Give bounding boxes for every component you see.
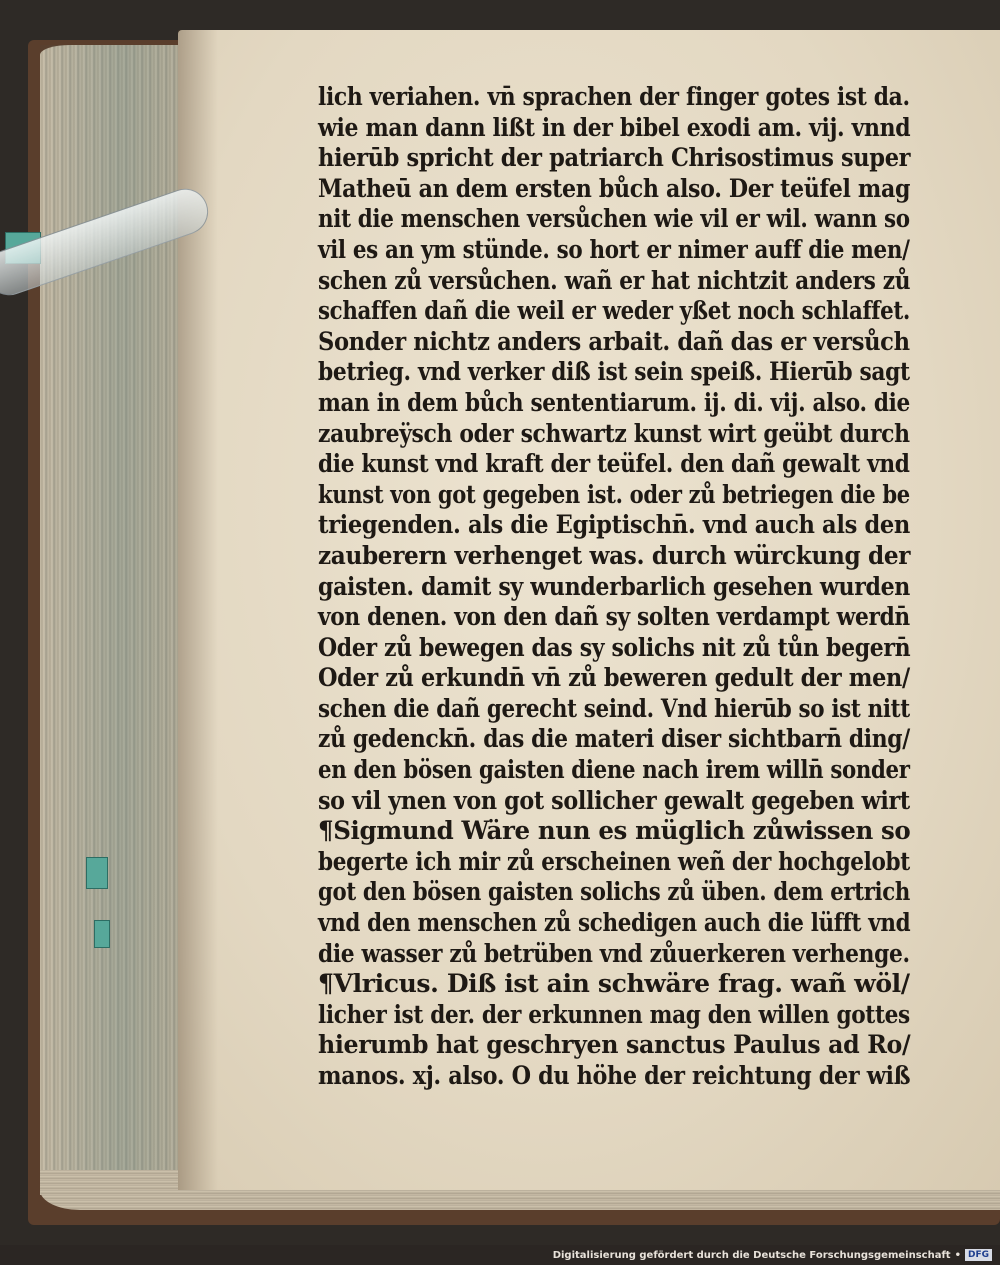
text-line: die wasser zů betrüben vnd zůuerkeren verhenge. [318,938,910,969]
page-text [318,82,918,1092]
dfg-logo: DFG [965,1249,992,1261]
text-line: lich veriahen. vn̄ sprachen der finger gotes ist da. [318,82,910,112]
text-line: schen die dañ gerecht seind. Vnd hierūb so ist nitt [318,693,910,724]
text-line: vil es an ym stünde. so hort er nimer auff die men/ [318,234,910,265]
page-marker-tab [94,920,110,948]
credit-footer [553,1248,992,1262]
text-line: wie man dann lißt in der bibel exodi am. vij. vnnd [318,112,911,143]
credit-text: Digitalisierung gefördert durch die Deutsche Forschungsgemeinschaft [552,1249,951,1261]
text-line: en den bösen gaisten diene nach irem willn̄ sonder [318,755,910,786]
credit-separator: • [954,1249,961,1261]
text-line: betrieg. vnd verker diß ist sein speiß. Hierūb sagt [318,357,910,388]
text-line: schaffen dañ die weil er weder yßet noch schlaffet. [318,296,911,327]
text-line: Matheū an dem ersten bůch also. Der teüfel mag [318,173,911,204]
text-line: triegenden. als die Egiptischn̄. vnd auch als den [318,510,911,541]
text-line: zauberern verhenget was. durch würckung der [318,540,911,571]
text-line: ¶Vlricus. Diß ist ain schwäre frag. wañ wöl/ [318,969,910,1000]
text-line: kunst von got gegeben ist. oder zů betriegen die be [318,479,910,510]
text-line: Sonder nichtz anders arbait. dañ das er versůch [318,326,910,357]
page-marker-tab [86,857,108,889]
text-line: Oder zů bewegen das sy solichs nit zů tůn begern̄ [318,632,911,663]
text-line: zaubreÿsch oder schwartz kunst wirt geübt durch [318,418,910,449]
text-line: nit die menschen versůchen wie vil er wil. wann so [318,204,910,235]
text-line: von denen. von den dañ sy solten verdampt werdn̄ [318,602,910,633]
text-line: gaisten. damit sy wunderbarlich gesehen wurden [318,571,910,602]
text-line: man in dem bůch sententiarum. ij. di. vij. also. die [318,387,910,418]
text-line: hierumb hat geschryen sanctus Paulus ad Ro/ [318,1030,911,1061]
text-line: begerte ich mir zů erscheinen weñ der hochgelobt [318,846,910,877]
text-line: schen zů versůchen. wañ er hat nichtzit anders zů [318,265,911,296]
text-line: ¶Sigmund Wäre nun es müglich zůwissen so [318,816,911,847]
text-line: die kunst vnd kraft der teüfel. den dañ gewalt vnd [318,449,910,480]
text-line: manos. xj. also. O du höhe der reichtung der wiß [318,1061,911,1091]
text-line: so vil ynen von got sollicher gewalt gegeben wirt [318,785,910,816]
text-line: hierūb spricht der patriarch Chrisostimus super [318,143,911,174]
text-line: got den bösen gaisten solichs zů üben. dem ertrich [318,877,910,908]
text-line: zů gedenckn̄. das die materi diser sichtbarn̄ ding/ [318,724,910,755]
text-line: Oder zů erkundn̄ vn̄ zů beweren gedult der men/ [318,663,910,694]
text-line: vnd den menschen zů schedigen auch die lüfft vnd [318,908,911,939]
text-line: licher ist der. der erkunnen mag den willen gottes [318,999,910,1030]
